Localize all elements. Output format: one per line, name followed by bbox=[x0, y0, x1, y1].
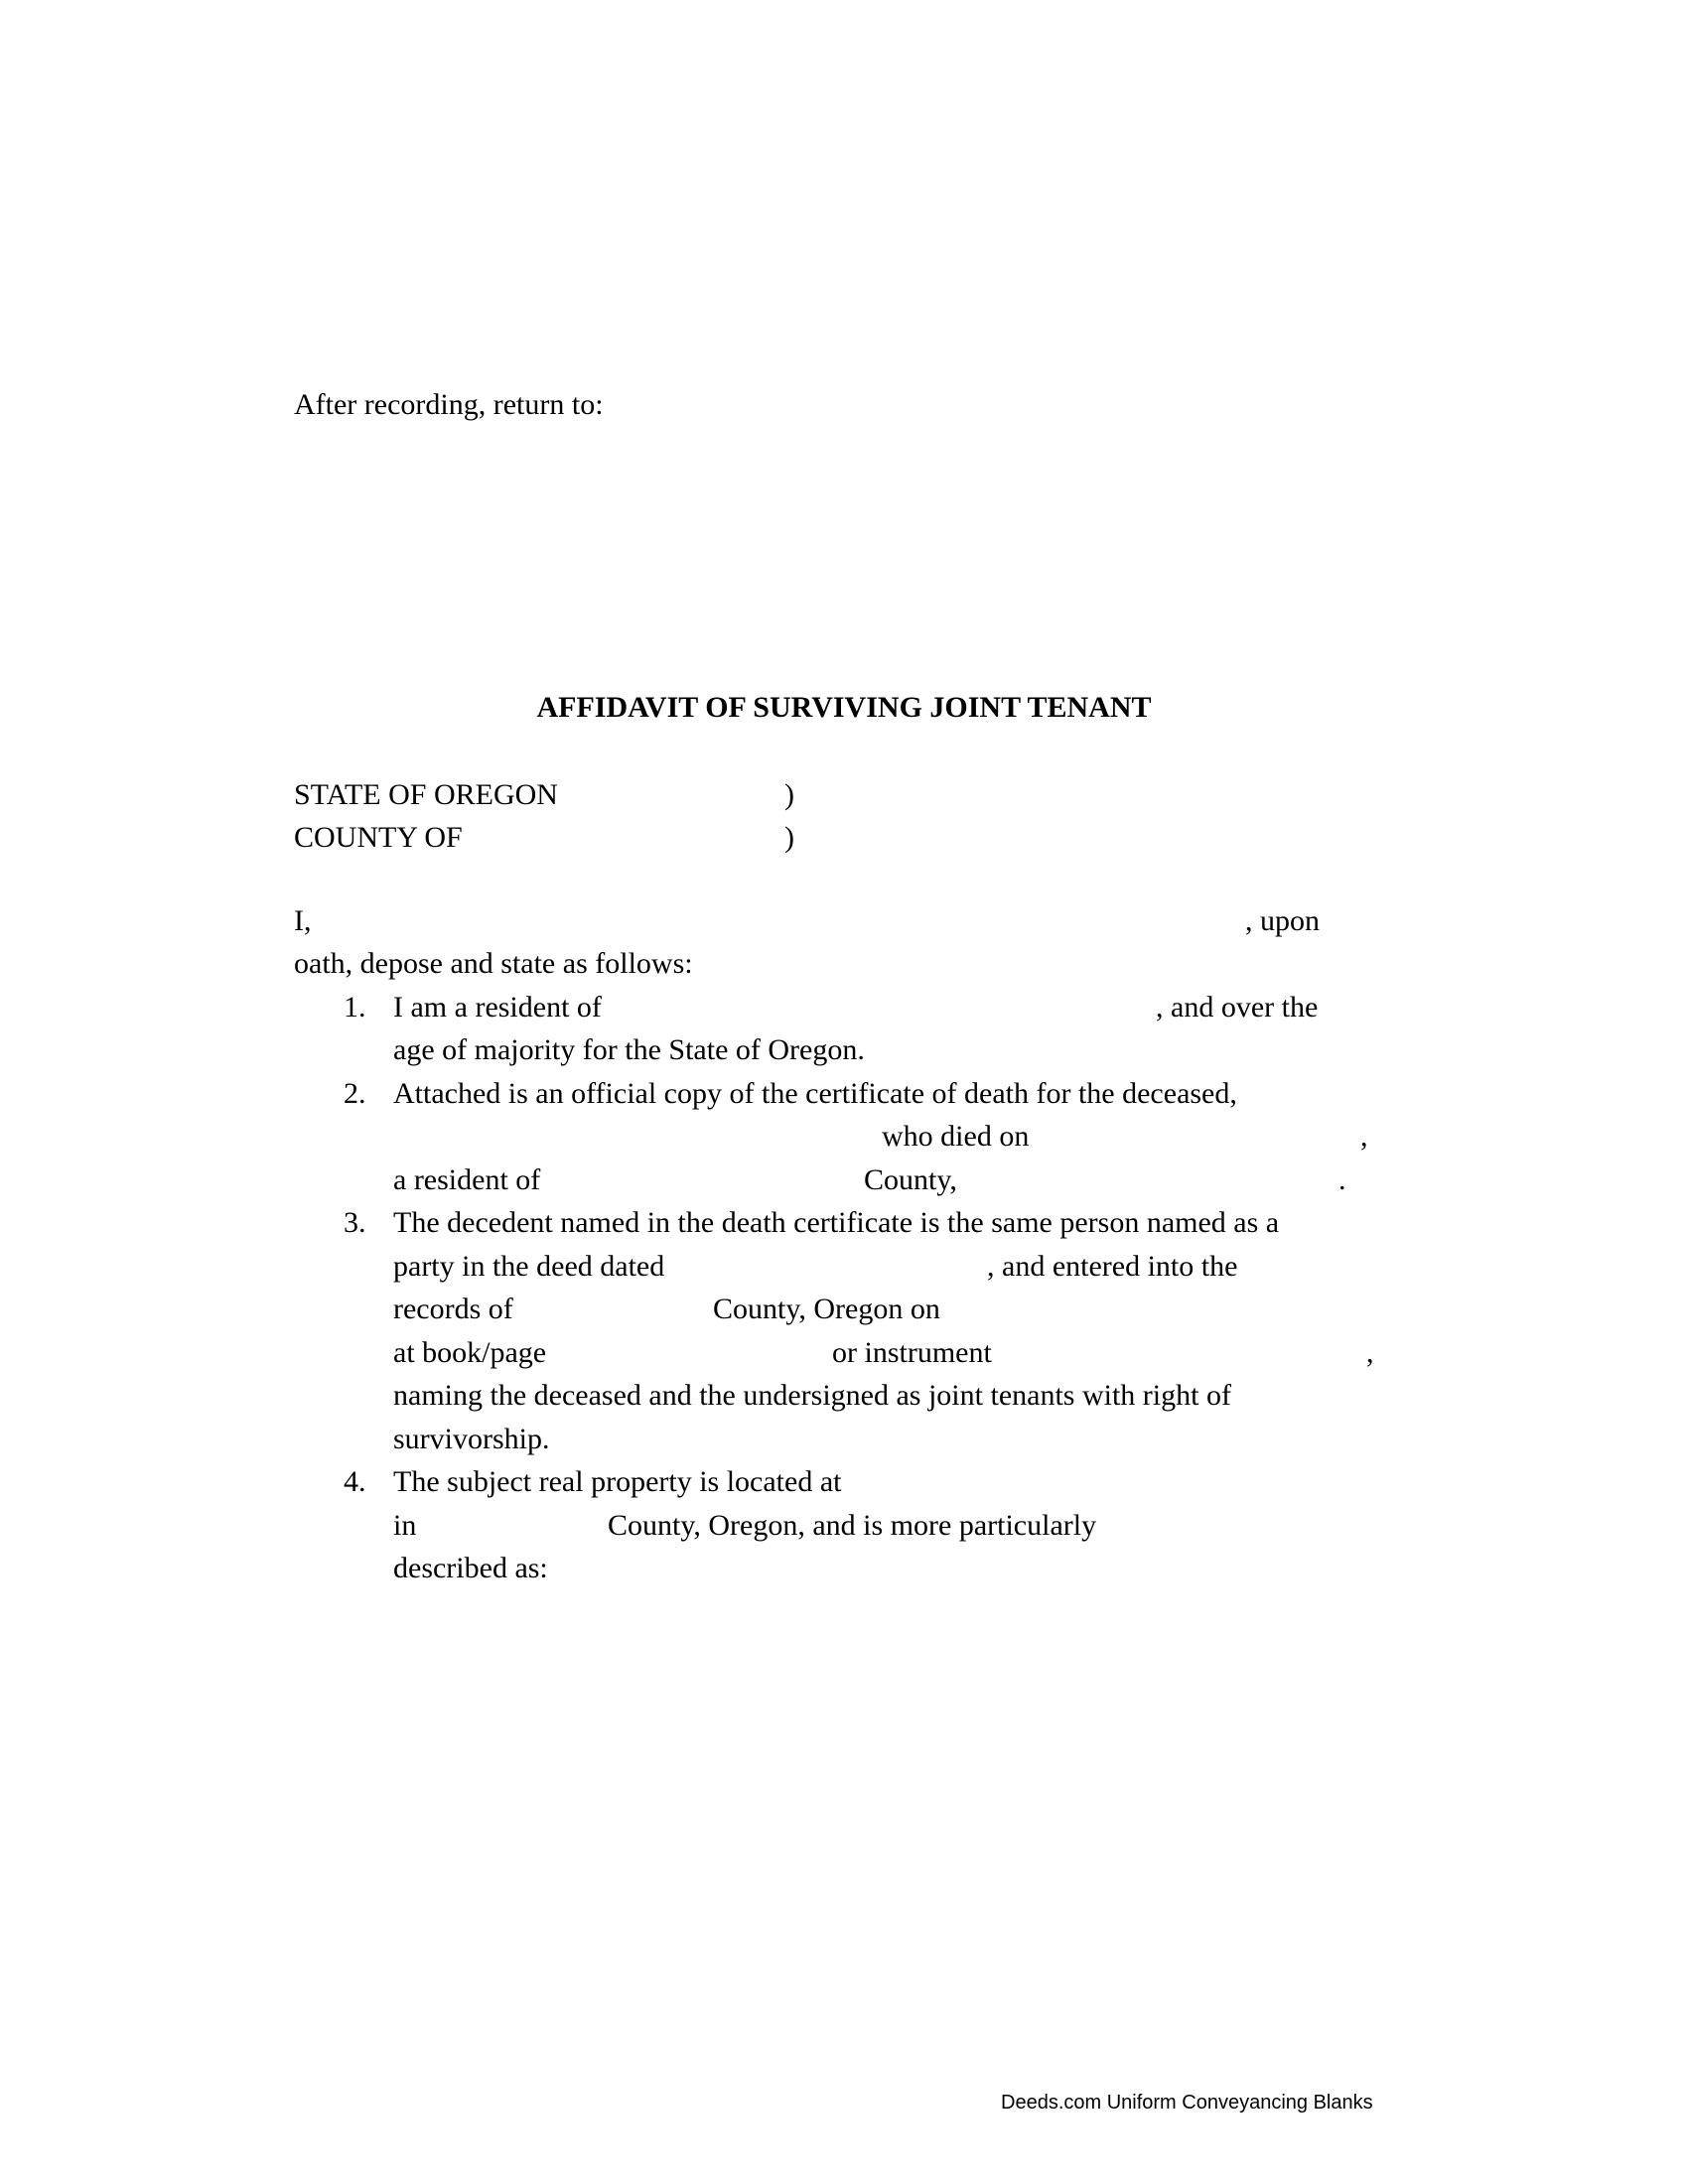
venue-paren: ) bbox=[784, 778, 794, 811]
item3-text: records of bbox=[393, 1293, 513, 1325]
affiant-intro: I, bbox=[294, 904, 312, 937]
item3-text: , and entered into the bbox=[987, 1250, 1238, 1283]
state-label: STATE OF OREGON bbox=[294, 778, 558, 811]
item2-text: a resident of bbox=[393, 1163, 541, 1196]
footer-text: Deeds.com Uniform Conveyancing Blanks bbox=[1001, 2092, 1373, 2114]
county-label: COUNTY OF bbox=[294, 821, 463, 854]
item2-text: who died on bbox=[882, 1120, 1030, 1153]
item3-text: party in the deed dated bbox=[393, 1250, 665, 1283]
item2-text: , bbox=[1360, 1120, 1368, 1153]
item4-text: The subject real property is located at bbox=[393, 1465, 842, 1498]
item1-text: , and over the bbox=[1156, 991, 1319, 1024]
return-to-label: After recording, return to: bbox=[294, 388, 604, 421]
item2-text: . bbox=[1338, 1163, 1346, 1196]
upon-text: , upon bbox=[1245, 904, 1320, 937]
item1-text: age of majority for the State of Oregon. bbox=[393, 1033, 865, 1066]
item-number: 2. bbox=[344, 1077, 366, 1110]
oath-text: oath, depose and state as follows: bbox=[294, 947, 693, 980]
item3-text: , bbox=[1366, 1336, 1374, 1369]
venue-paren: ) bbox=[784, 821, 794, 854]
item3-text: at book/page bbox=[393, 1336, 547, 1369]
item4-text: County, Oregon, and is more particularly bbox=[608, 1509, 1097, 1542]
item2-text: Attached is an official copy of the certificate of death for the deceased, bbox=[393, 1077, 1237, 1110]
item4-text: in bbox=[393, 1509, 417, 1542]
item-number: 1. bbox=[344, 991, 366, 1024]
item3-text: or instrument bbox=[832, 1336, 992, 1369]
item3-text: naming the deceased and the undersigned as joint tenants with right of bbox=[393, 1379, 1231, 1412]
item3-text: survivorship. bbox=[393, 1423, 550, 1455]
item-number: 3. bbox=[344, 1206, 366, 1239]
item3-text: County, Oregon on bbox=[713, 1293, 940, 1325]
item4-text: described as: bbox=[393, 1552, 548, 1584]
item2-text: County, bbox=[864, 1163, 957, 1196]
document-title: AFFIDAVIT OF SURVIVING JOINT TENANT bbox=[536, 691, 1152, 724]
item-number: 4. bbox=[344, 1465, 366, 1498]
item3-text: The decedent named in the death certificate is the same person named as a bbox=[393, 1206, 1280, 1239]
item1-text: I am a resident of bbox=[393, 991, 602, 1024]
